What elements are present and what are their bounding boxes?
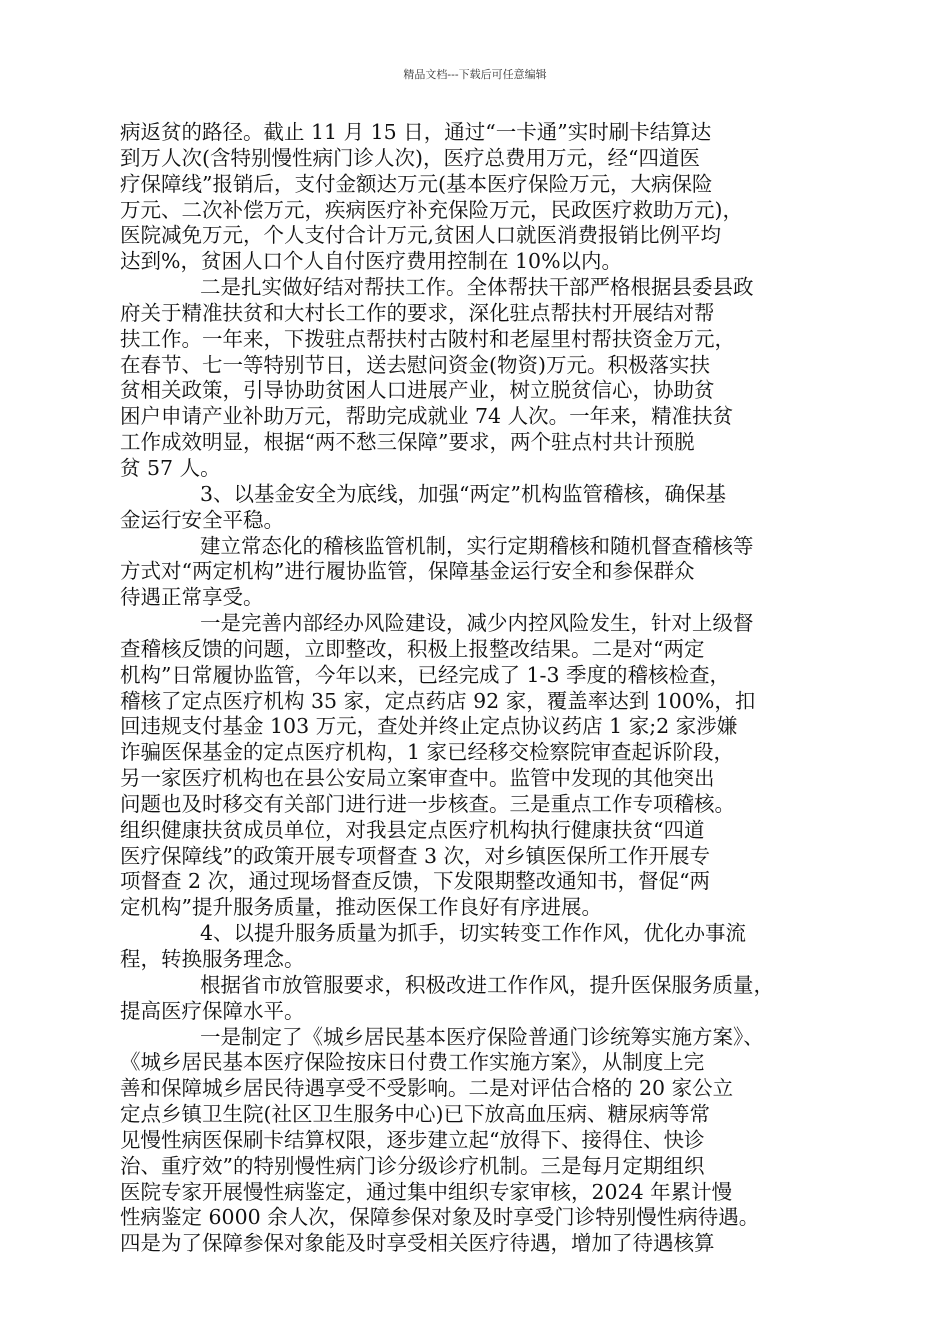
text-line: 4、以提升服务质量为抓手，切实转变工作作风，优化办事流 (200, 921, 747, 946)
text-line: 见慢性病医保刷卡结算权限，逐步建立起“放得下、接得住、快诊 (120, 1127, 705, 1152)
text-line: 根据省市放管服要求，积极改进工作作风，提升医保服务质量， (200, 972, 774, 997)
text-line: 定机构”提升服务质量，推动医保工作良好有序进展。 (120, 895, 602, 920)
text-line: 到万人次(含特别慢性病门诊人次)，医疗总费用万元，经“四道医 (120, 145, 700, 170)
text-line: 医院专家开展慢性病鉴定，通过集中组织专家审核，2024 年累计慢 (120, 1179, 733, 1204)
text-line: 定点乡镇卫生院(社区卫生服务中心)已下放高血压病、糖尿病等常 (120, 1102, 710, 1127)
text-line: 提高医疗保障水平。 (120, 998, 305, 1023)
text-line: 四是为了保障参保对象能及时享受相关医疗待遇，增加了待遇核算 (120, 1231, 715, 1256)
text-line: 诈骗医保基金的定点医疗机构，1 家已经移交检察院审查起诉阶段， (120, 740, 735, 765)
text-line: 工作成效明显，根据“两不愁三保障”要求，两个驻点村共计预脱 (120, 430, 695, 455)
text-line: 困户申请产业补助万元，帮助完成就业 74 人次。一年来，精准扶贫 (120, 404, 734, 429)
text-line: 万元、二次补偿万元，疾病医疗补充保险万元，民政医疗救助万元)， (120, 197, 743, 222)
text-line: 医疗保障线”的政策开展专项督查 3 次，对乡镇医保所工作开展专 (120, 843, 711, 868)
text-line: 贫相关政策，引导协助贫困人口进展产业，树立脱贫信心，协助贫 (120, 378, 715, 403)
text-line: 查稽核反馈的问题，立即整改，积极上报整改结果。二是对“两定 (120, 636, 705, 661)
text-line: 府关于精准扶贫和大村长工作的要求，深化驻点帮扶村开展结对帮 (120, 300, 715, 325)
text-line: 金运行安全平稳。 (120, 507, 284, 532)
text-line: 另一家医疗机构也在县公安局立案审查中。监管中发现的其他突出 (120, 766, 715, 791)
text-line: 医院减免万元，个人支付合计万元,贫困人口就医消费报销比例平均 (120, 223, 722, 248)
text-line: 一是完善内部经办风险建设，减少内控风险发生，针对上级督 (200, 611, 754, 636)
text-line: 3、以基金安全为底线，加强“两定”机构监管稽核，确保基 (200, 481, 727, 506)
text-line: 稽核了定点医疗机构 35 家，定点药店 92 家，覆盖率达到 100%，扣 (120, 688, 756, 713)
text-line: 性病鉴定 6000 余人次，保障参保对象及时享受门诊特别慢性病待遇。 (120, 1205, 760, 1230)
text-line: 在春节、七一等特别节日，送去慰问资金(物资)万元。积极落实扶 (120, 352, 710, 377)
text-line: 善和保障城乡居民待遇享受不受影响。二是对评估合格的 20 家公立 (120, 1076, 734, 1101)
document-body (120, 120, 832, 1257)
text-line: 问题也及时移交有关部门进行进一步核查。三是重点工作专项稽核。 (120, 791, 735, 816)
text-line: 程，转换服务理念。 (120, 947, 305, 971)
text-line: 建立常态化的稽核监管机制，实行定期稽核和随机督查稽核等 (200, 533, 754, 558)
text-line: 《城乡居民基本医疗保险按床日付费工作实施方案》，从制度上完 (120, 1050, 705, 1075)
text-line: 回违规支付基金 103 万元，查处并终止定点协议药店 1 家;2 家涉嫌 (120, 714, 738, 739)
text-line: 疗保障线”报销后，支付金额达万元(基本医疗保险万元，大病保险 (120, 171, 713, 196)
text-line: 机构”日常履协监管，今年以来，已经完成了 1-3 季度的稽核检查， (120, 662, 731, 687)
text-line: 组织健康扶贫成员单位，对我县定点医疗机构执行健康扶贫“四道 (120, 817, 705, 842)
page-header: 精品文档---下载后可任意编辑 (403, 68, 547, 81)
text-line: 病返贫的路径。截止 11 月 15 日，通过“一卡通”实时刷卡结算达 (120, 120, 712, 144)
text-line: 项督查 2 次，通过现场督查反馈，下发限期整改通知书，督促“两 (120, 869, 711, 894)
text-line: 待遇正常享受。 (120, 585, 264, 610)
text-line: 方式对“两定机构”进行履协监管，保障基金运行安全和参保群众 (120, 559, 695, 584)
text-line: 二是扎实做好结对帮扶工作。全体帮扶干部严格根据县委县政 (200, 275, 754, 300)
text-line: 一是制定了《城乡居民基本医疗保险普通门诊统筹实施方案》、 (200, 1024, 764, 1049)
text-line: 达到%，贫困人口个人自付医疗费用控制在 10%以内。 (120, 249, 623, 274)
text-line: 治、重疗效”的特别慢性病门诊分级诊疗机制。三是每月定期组织 (120, 1153, 705, 1178)
text-line: 贫 57 人。 (120, 455, 221, 480)
text-line: 扶工作。一年来，下拨驻点帮扶村古陂村和老屋里村帮扶资金万元， (120, 326, 735, 351)
